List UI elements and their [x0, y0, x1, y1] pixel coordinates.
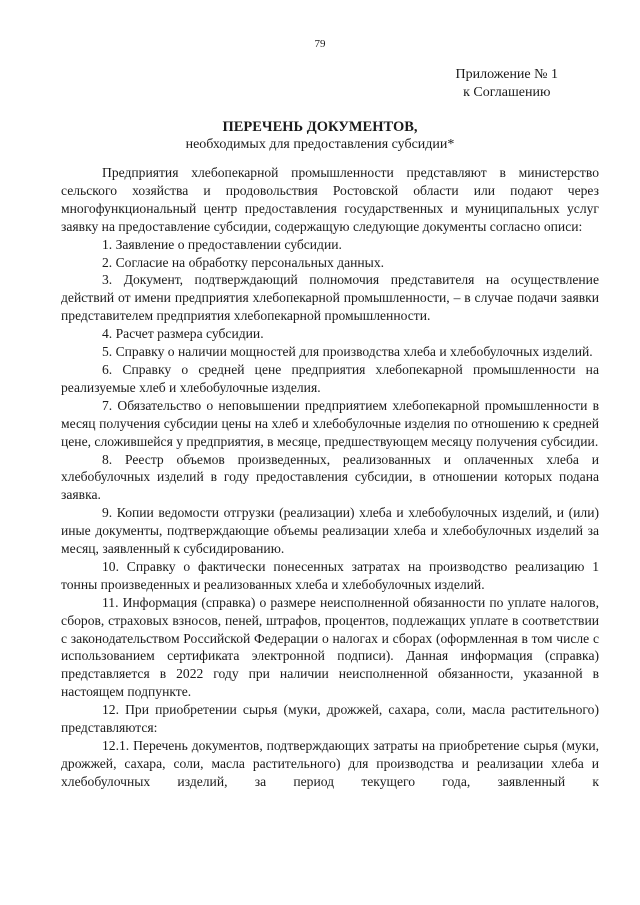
appendix-header [456, 66, 559, 102]
paragraph-item-11: 11. Информация (справка) о размере неисполненной обязанности по уплате налогов, сборов, страховых взносов, пеней, штрафов, процентов, подлежащих уплате в соответствии с законодательством Российской Федерации о налогах и сборах (оформленная в том числе с использованием сертификата электронной подписи). Данная информация (справка) представляется в 2022 году при наличии неисполненной обязанности, указанной в настоящем подпункте. [61, 594, 599, 700]
page-number: 79 [314, 38, 326, 50]
document-title: ПЕРЕЧЕНЬ ДОКУМЕНТОВ, [222, 119, 418, 135]
document-subtitle: необходимых для предоставления субсидии* [185, 137, 455, 152]
document-heading [0, 118, 640, 154]
paragraph-item-3: 3. Документ, подтверждающий полномочия представителя на осуществление действий от имени предприятия хлебопекарной промышленности, – в случае подачи заявки представителем предприятия хлебопекарной промышленности. [61, 272, 599, 324]
appendix-line1: Приложение № 1 [455, 67, 558, 82]
appendix-line2: к Соглашению [463, 85, 551, 100]
paragraph-item-2: 2. Согласие на обработку персональных данных. [102, 254, 385, 270]
paragraph-intro: Предприятия хлебопекарной промышленности представляют в министерство сельского хозяйства и продовольствия Ростовской области или подают через многофункциональный центр предоставления государственных и муниципальных услуг заявку на предоставление субсидии, содержащую следующие документы согласно описи: [61, 165, 599, 234]
paragraph-item-7: 7. Обязательство о неповышении предприятием хлебопекарной промышленности в месяц получения субсидии цены на хлеб и хлебобулочные изделия по отношению к средней цене, сложившейся у предприятия, в месяце, предшествующем месяцу получения субсидии. [61, 397, 599, 449]
paragraph-item-9: 9. Копии ведомости отгрузки (реализации) хлеба и хлебобулочных изделий, и (или) иные документы, подтверждающие объемы реализации хлеба и хлебобулочных изделий за месяц, заявленный к субсидированию. [61, 505, 599, 557]
paragraph-item-12: 12. При приобретении сырья (муки, дрожжей, сахара, соли, масла растительного) представляются: [61, 702, 599, 736]
paragraph-item-10: 10. Справку о фактически понесенных затратах на производство реализацию 1 тонны произведенных и реализованных хлеба и хлебобулочных изделий. [61, 558, 599, 592]
paragraph-item-12-1: 12.1. Перечень документов, подтверждающих затраты на приобретение сырья (муки, дрожжей, сахара, соли, масла растительного) для производства и реализации хлеба и хлебобулочных изделий, за период текущего года, заявленный к [61, 738, 599, 789]
paragraph-item-5: 5. Справку о наличии мощностей для производства хлеба и хлебобулочных изделий. [102, 344, 593, 360]
paragraph-item-4: 4. Расчет размера субсидии. [102, 326, 264, 342]
document-body [61, 164, 599, 791]
paragraph-item-6: 6. Справку о средней цене предприятия хлебопекарной промышленности на реализуемые хлеб и хлебобулочные изделия. [61, 361, 599, 395]
paragraph-item-8: 8. Реестр объемов произведенных, реализованных и оплаченных хлеба и хлебобулочных изделий в году предоставления субсидии, в отношении которых подана заявка. [61, 451, 599, 503]
paragraph-item-1: 1. Заявление о предоставлении субсидии. [102, 236, 342, 252]
